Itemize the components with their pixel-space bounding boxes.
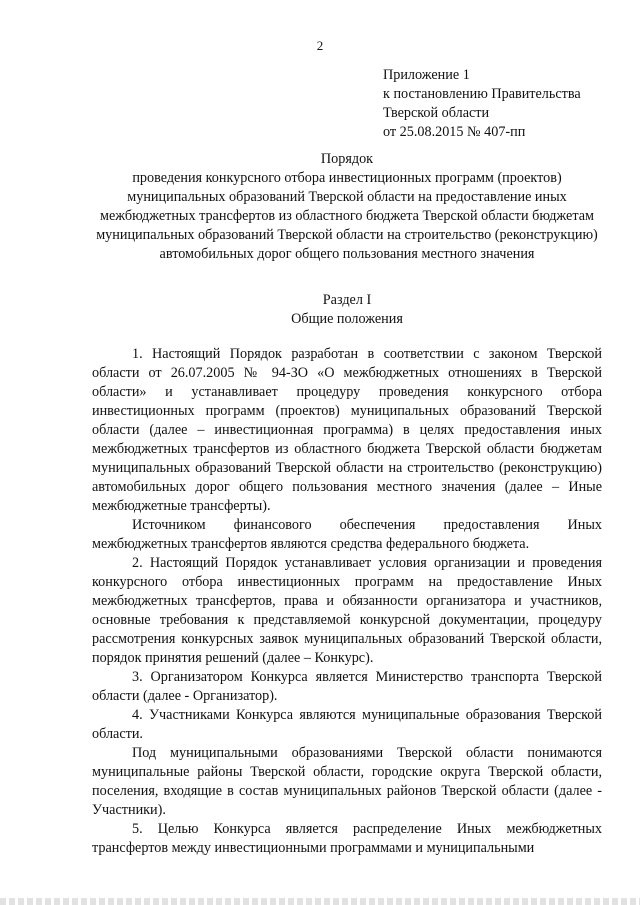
appendix-line: от 25.08.2015 № 407-пп [383,124,526,140]
title-text: проведения конкурсного отбора инвестиционных программ (проектов) муниципальных образований Тверской области на предоставление иных межбюджетных трансфертов из областного бюджета Тверской области бюджетам муниципальных образований Тверской области на строительство (реконструкцию) автомобильных дорог общего пользования местного значения [96,170,598,262]
paragraph: 1. Настоящий Порядок разработан в соответствии с законом Тверской области от 26.07.2005 № 94-ЗО «О межбюджетных отношениях в Тверской области» и устанавливает процедуру проведения конкурсного отбора инвестиционных программ (проектов) муниципальных образований Тверской области (далее – инвестиционная программа) в целях предоставления иных межбюджетных трансфертов из областного бюджета Тверской области бюджетам муниципальных образований Тверской области на строительство (реконструкцию) автомобильных дорог общего пользования местного значения (далее – Иные межбюджетные трансферты). [92,346,602,514]
paragraph: 3. Организатором Конкурса является Министерство транспорта Тверской области (далее - Организатор). [92,669,602,704]
document-title [92,150,602,264]
page-number: 2 [316,38,324,53]
scan-edge [0,898,640,905]
paragraph: Источником финансового обеспечения предоставления Иных межбюджетных трансфертов являются средства федерального бюджета. [92,517,602,552]
appendix-line: Приложение 1 [383,67,470,83]
section-number: Раздел I [322,292,372,308]
paragraph: Под муниципальными образованиями Тверской области понимаются муниципальные районы Тверской области, городские округа Тверской области, поселения, входящие в состав муниципальных районов Тверской области (далее - Участники). [92,745,602,818]
appendix-line: Тверской области [383,105,490,121]
title-heading: Порядок [320,151,374,167]
section-name: Общие положения [291,311,403,327]
section-heading [92,291,602,329]
paragraph: 4. Участниками Конкурса являются муниципальные образования Тверской области. [92,707,602,742]
document-body [92,345,602,858]
paragraph: 2. Настоящий Порядок устанавливает условия организации и проведения конкурсного отбора инвестиционных программ на предоставление Иных межбюджетных трансфертов, права и обязанности организатора и участников, основные требования к представляемой конкурсной документации, процедуру рассмотрения конкурсных заявок муниципальных образований Тверской области, порядок принятия решений (далее – Конкурс). [92,555,602,666]
paragraph: 5. Целью Конкурса является распределение Иных межбюджетных трансфертов между инвестиционными программами и муниципальными [92,821,602,856]
appendix-line: к постановлению Правительства [383,86,581,102]
appendix-block [383,66,623,142]
